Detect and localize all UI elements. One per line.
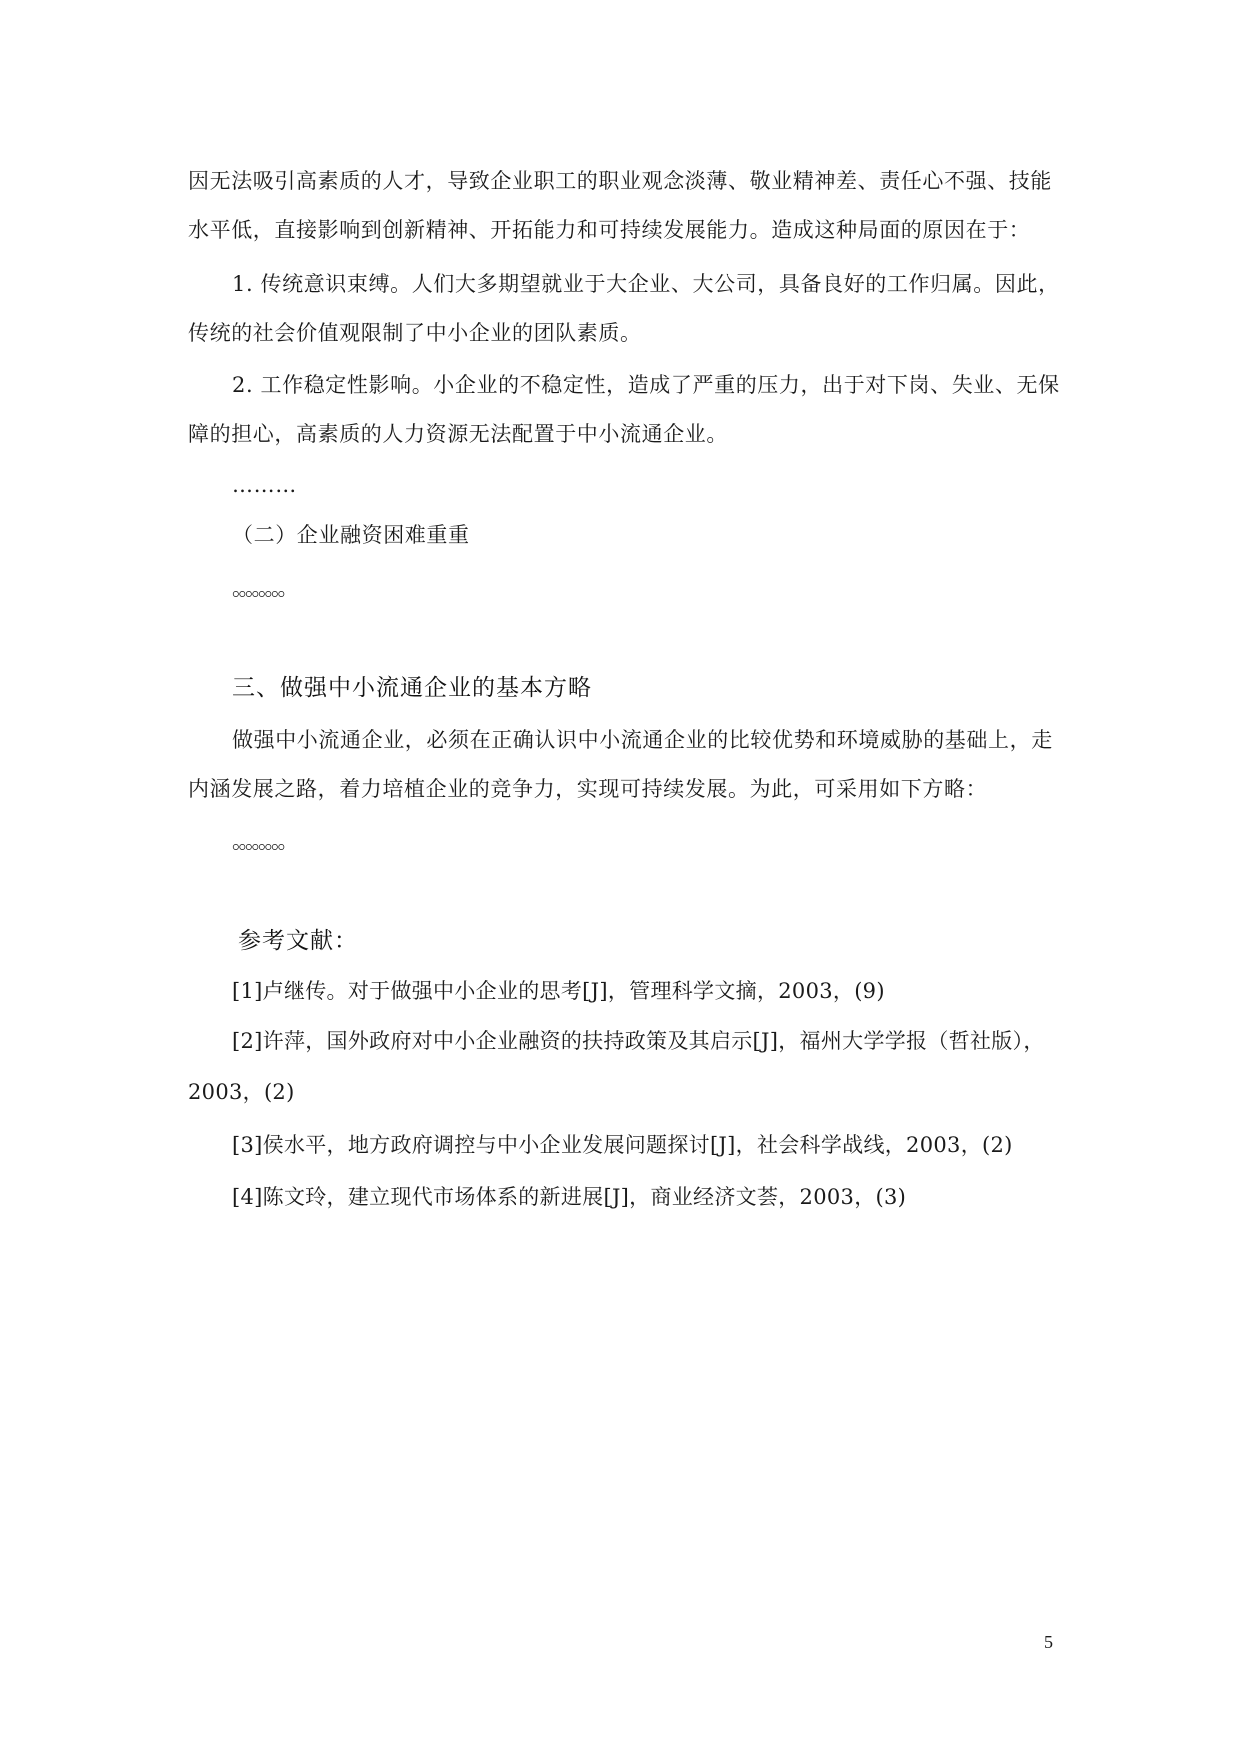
- section-heading: 三、做强中小流通企业的基本方略: [232, 675, 592, 701]
- reference-item: [2]许萍，国外政府对中小企业融资的扶持政策及其启示[J]，福州大学学报（哲社版），: [232, 1029, 1045, 1053]
- reference-item-continued: 2003，(2): [188, 1080, 295, 1104]
- subsection-heading: （二）企业融资困难重重: [232, 523, 470, 547]
- list-item-2: 2. 工作稳定性影响。小企业的不稳定性，造成了严重的压力，出于对下岗、失业、无保: [232, 373, 1060, 397]
- omission-marks: 。。。。。。。。: [232, 829, 295, 853]
- body-text-line: 因无法吸引高素质的人才，导致企业职工的职业观念淡薄、敬业精神差、责任心不强、技能: [188, 169, 1052, 193]
- references-heading: 参考文献：: [238, 928, 358, 954]
- page-number: 5: [1044, 1632, 1053, 1652]
- body-text-line: 内涵发展之路，着力培植企业的竞争力，实现可持续发展。为此，可采用如下方略：: [188, 777, 988, 801]
- body-text-line: 障的担心，高素质的人力资源无法配置于中小流通企业。: [188, 422, 728, 446]
- body-text-line: 水平低，直接影响到创新精神、开拓能力和可持续发展能力。造成这种局面的原因在于：: [188, 218, 1031, 242]
- reference-item: [3]侯水平，地方政府调控与中小企业发展问题探讨[J]，社会科学战线，2003，(2): [232, 1133, 1013, 1157]
- ellipsis-placeholder: ………: [232, 473, 297, 497]
- body-text-line: 传统的社会价值观限制了中小企业的团队素质。: [188, 321, 642, 345]
- omission-marks: 。。。。。。。。: [232, 576, 295, 600]
- reference-item: [1]卢继传。对于做强中小企业的思考[J]，管理科学文摘，2003，(9): [232, 979, 885, 1003]
- body-text-line: 做强中小流通企业，必须在正确认识中小流通企业的比较优势和环境威胁的基础上，走: [232, 728, 1053, 752]
- list-item-1: 1. 传统意识束缚。人们大多期望就业于大企业、大公司，具备良好的工作归属。因此，: [232, 272, 1060, 296]
- reference-item: [4]陈文玲，建立现代市场体系的新进展[J]，商业经济文荟，2003，(3): [232, 1185, 907, 1209]
